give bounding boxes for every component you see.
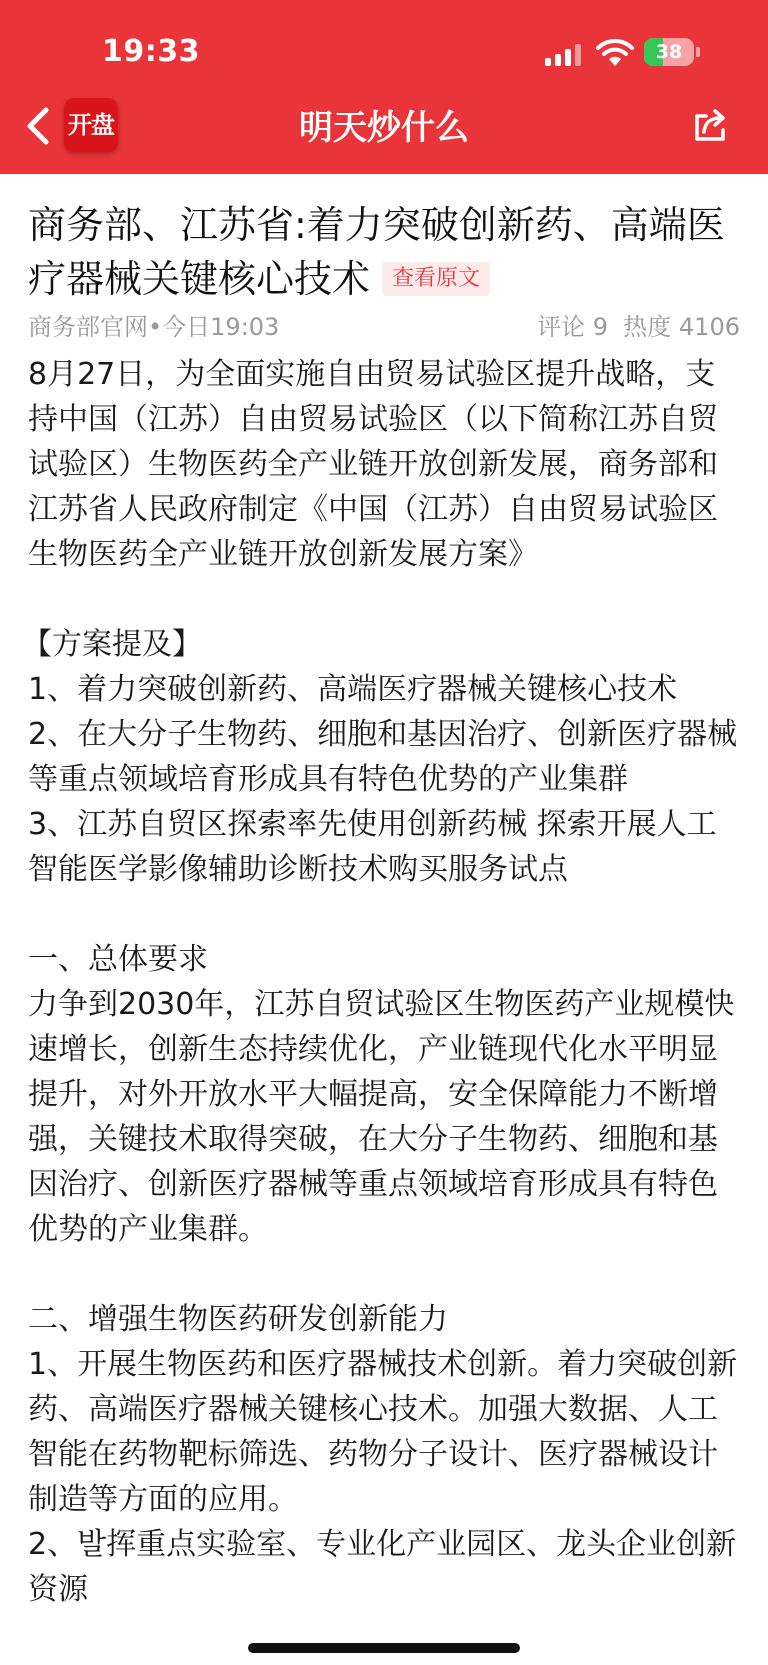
status-time: 19:33 [102, 34, 200, 69]
comment-count[interactable]: 评论 9 [537, 313, 609, 341]
article-body [22, 352, 742, 1612]
app-header [0, 0, 768, 174]
paragraph-spacer [28, 1252, 742, 1297]
section-heading: 二、增强生物医药研发创新能力 [28, 1302, 448, 1337]
cellular-signal-icon [545, 44, 583, 66]
page-title: 明天炒什么 [299, 108, 469, 148]
body-paragraph: 1、开展生物医药和医疗器械技术创新。着力突破创新药、高端医疗器械关键核心技术。加强大数据、人工智能在药物靶标筛选、药物分子设计、医疗器械设计制造等方面的应用。 [28, 1347, 738, 1517]
view-original-button[interactable]: 查看原文 [382, 262, 490, 296]
section-heading: 一、总体要求 [28, 942, 208, 977]
paragraph-spacer [28, 577, 742, 622]
battery-level: 38 [655, 41, 683, 63]
heat-count: 热度 4106 [623, 313, 740, 341]
body-paragraph: 8月27日，为全面实施自由贸易试验区提升战略，支持中国（江苏）自由贸易试验区（以下简称江苏自贸试验区）生物医药全产业链开放创新发展，商务部和江苏省人民政府制定《中国（江苏）自由贸易试验区生物医药全产业链开放创新发展方案》 [28, 357, 718, 572]
kaipan-logo-button[interactable]: 开盘 [64, 98, 118, 152]
battery-icon [644, 38, 694, 66]
article-time: 今日19:03 [162, 313, 280, 341]
wifi-icon [596, 38, 634, 68]
article-title [28, 198, 740, 306]
body-paragraph: 1、着力突破创新药、高端医疗器械关键核心技术 [28, 672, 678, 707]
article-source[interactable]: 商务部官网 [28, 313, 148, 341]
battery-tip [696, 47, 700, 57]
paragraph-spacer [28, 892, 742, 937]
article-meta [28, 310, 740, 344]
meta-separator: • [148, 313, 163, 341]
body-paragraph: 2、在大分子生物药、细胞和基因治疗、创新医疗器械等重点领域培育形成具有特色优势的产业集群 [28, 717, 738, 797]
article-title-text: 商务部、江苏省:着力突破创新药、高端医疗器械关键核心技术 [28, 203, 725, 301]
body-paragraph: 力争到2030年，江苏自贸试验区生物医药产业规模快速增长，创新生态持续优化，产业链现代化水平明显提升，对外开放水平大幅提高，安全保障能力不断增强，关键技术取得突破，在大分子生物药、细胞和基因治疗、创新医疗器械等重点领域培育形成具有特色优势的产业集群。 [28, 987, 735, 1247]
body-paragraph: 3、江苏自贸区探索率先使用创新药械 探索开展人工智能医学影像辅助诊断技术购买服务试点 [28, 807, 717, 887]
home-indicator[interactable] [248, 1643, 520, 1653]
body-paragraph: 2、발挥重点实验室、专业化产业园区、龙头企业创新资源 [28, 1527, 737, 1607]
section-heading: 【方案提及】 [22, 627, 202, 662]
article-stats [537, 310, 740, 344]
share-icon[interactable] [692, 106, 730, 144]
